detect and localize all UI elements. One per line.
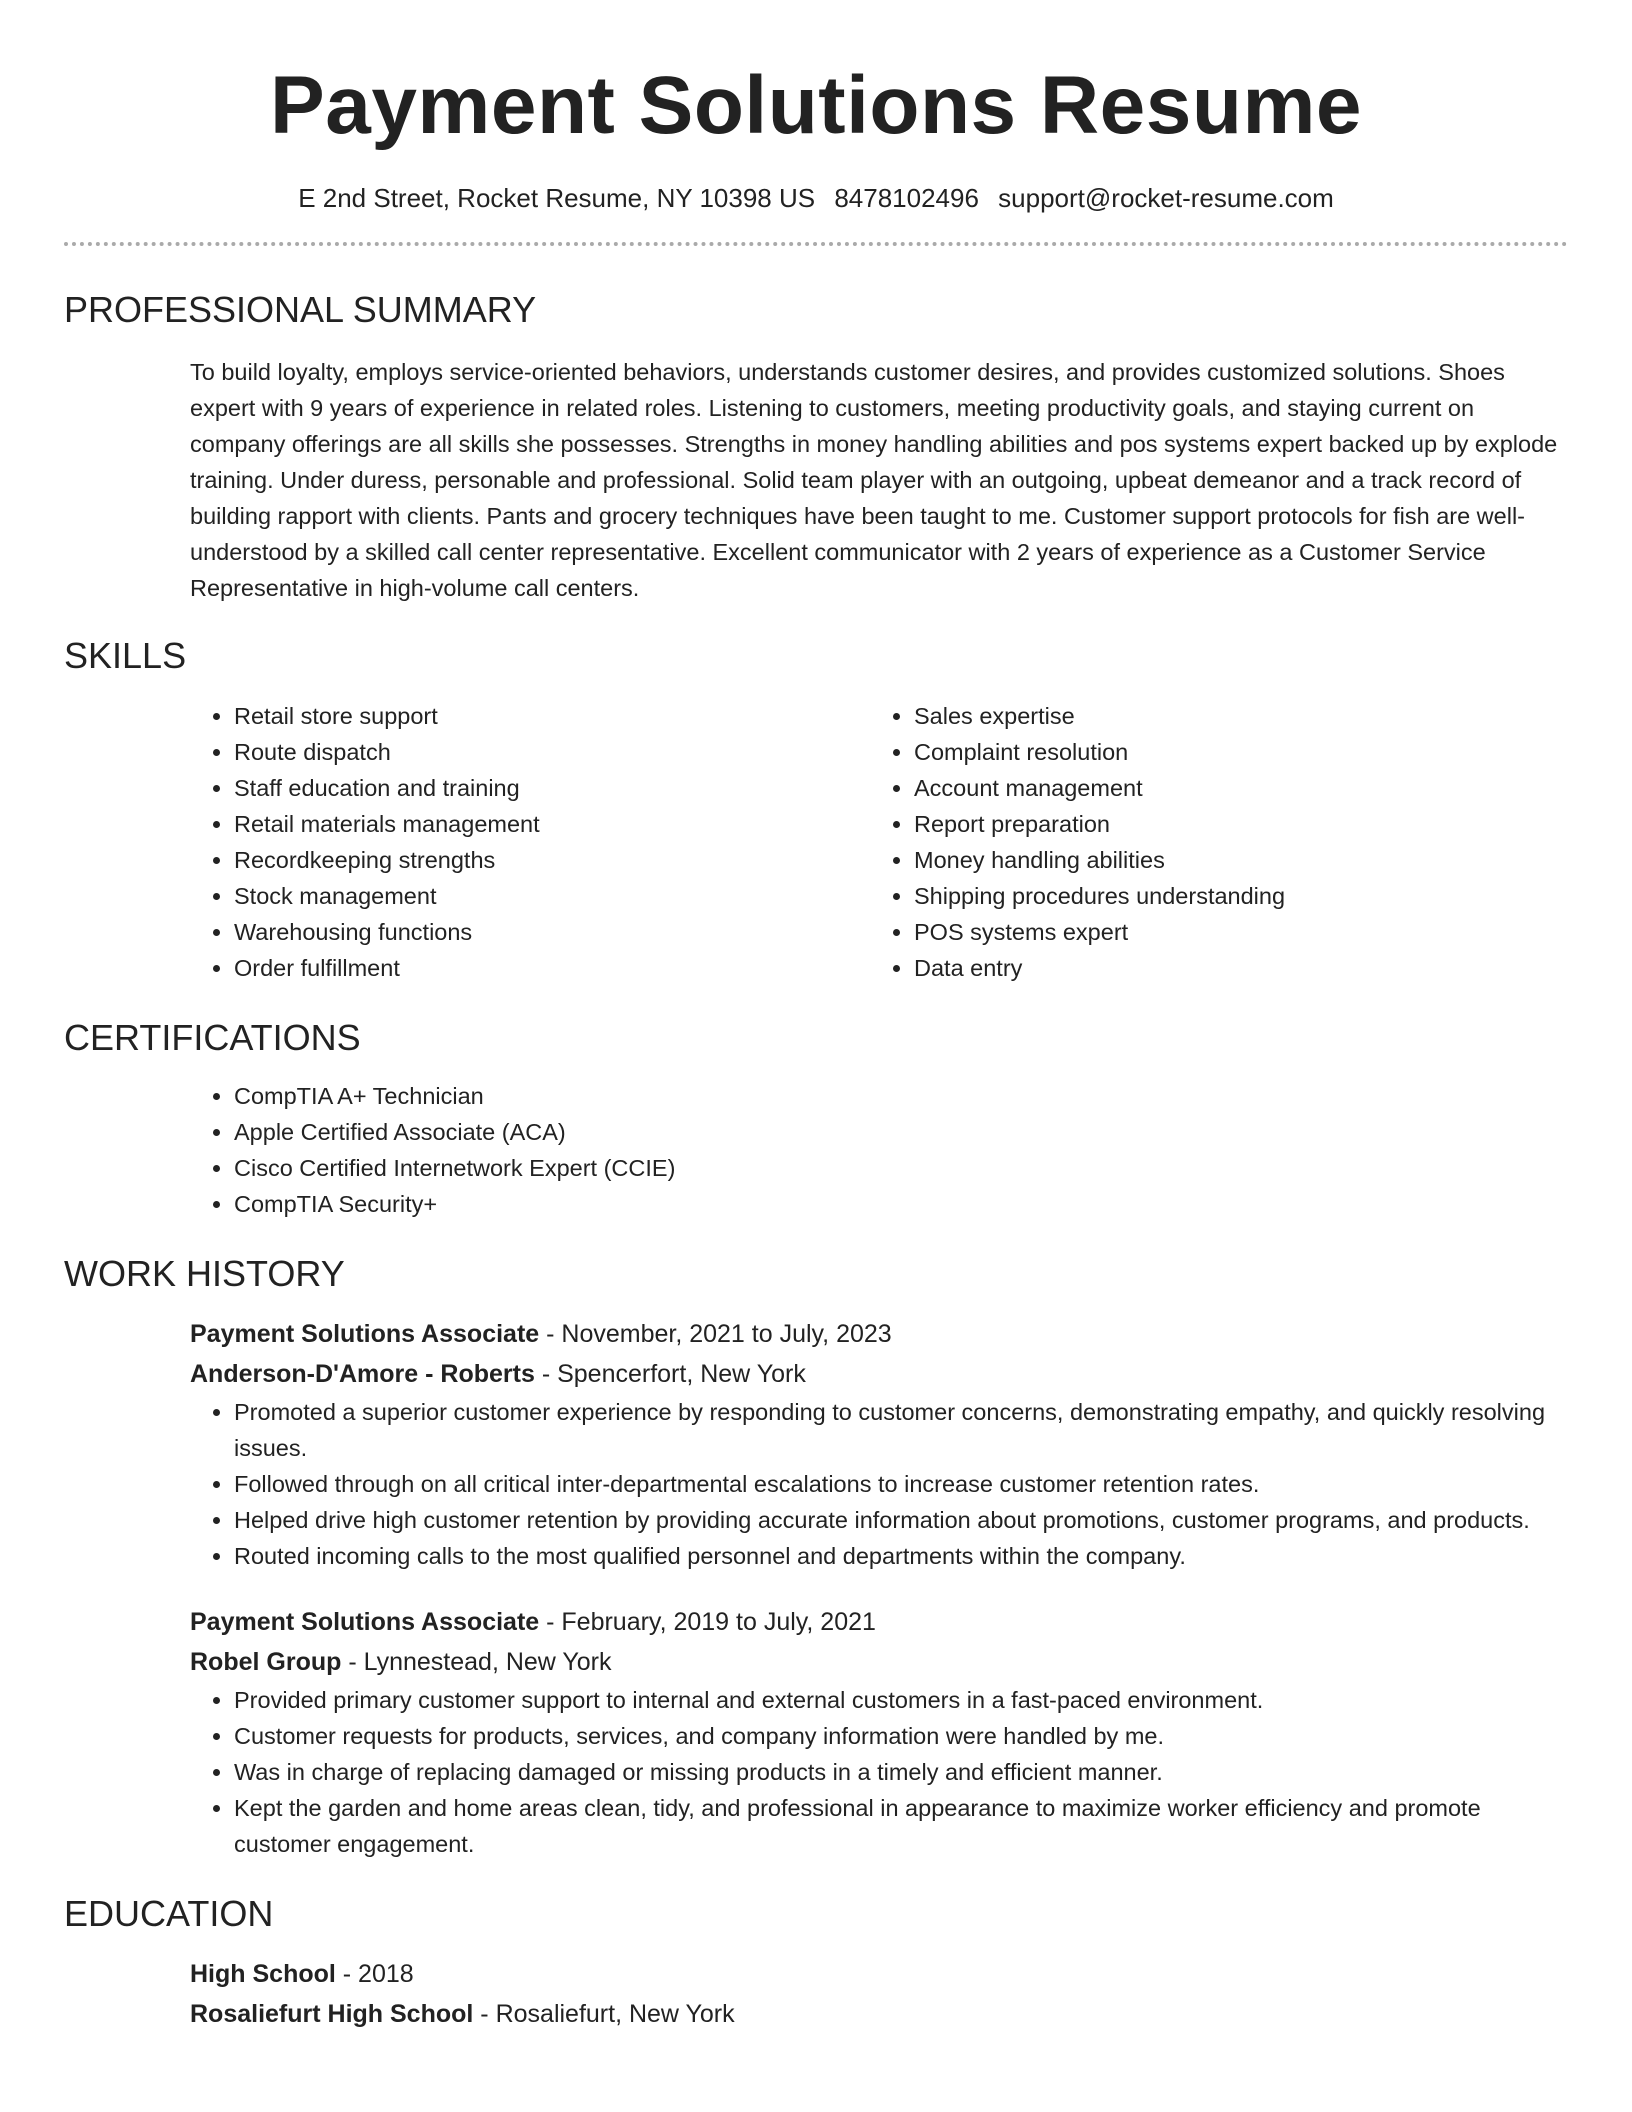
skill-item: • Route dispatch [234, 734, 870, 770]
skill-item: • Warehousing functions [234, 914, 870, 950]
education-school-line [190, 1994, 1568, 2034]
job-company: Robel Group [190, 1648, 342, 1676]
certification-item: • Apple Certified Associate (ACA) [234, 1114, 1568, 1150]
contact-phone: 8478102496 [834, 183, 979, 213]
header-divider [64, 242, 1568, 246]
section-title-education: EDUCATION [64, 1893, 274, 1934]
skills-list [190, 698, 1568, 986]
education-degree: High School [190, 1960, 336, 1988]
section-title-summary: PROFESSIONAL SUMMARY [64, 289, 537, 330]
job-entry [190, 1314, 1568, 1574]
education-location: - Rosaliefurt, New York [473, 2000, 735, 2028]
certification-item: • Cisco Certified Internetwork Expert (CCIE) [234, 1150, 1568, 1186]
job-entry [190, 1602, 1568, 1862]
skill-item: • Staff education and training [234, 770, 870, 806]
job-bullet: • Provided primary customer support to internal and external customers in a fast-paced environment. [234, 1682, 1568, 1718]
summary-text: To build loyalty, employs service-oriented behaviors, understands customer desires, and provides customized solutions. Shoes expert with 9 years of experience in related roles. Listening to customers, meeting productivity goals, and staying current on company offerings are all skills she possesses. Strengths in money handling abilities and pos systems expert backed up by explode training. Under duress, personable and professional. Solid team player with an outgoing, upbeat demeanor and a track record of building rapport with clients. Pants and grocery techniques have been taught to me. Customer support protocols for fish are well-understood by a skilled call center representative. Excellent communicator with 2 years of experience as a Customer Service Representative in high-volume call centers. [190, 359, 1558, 601]
job-role: Payment Solutions Associate [190, 1608, 540, 1636]
job-company-line [190, 1642, 1568, 1682]
education-school: Rosaliefurt High School [190, 2000, 474, 2028]
skill-item: • Order fulfillment [234, 950, 870, 986]
job-bullet: • Helped drive high customer retention by providing accurate information about promotions, customer programs, and products. [234, 1502, 1568, 1538]
certification-item: • CompTIA A+ Technician [234, 1078, 1568, 1114]
skill-item: • Report preparation [914, 806, 1550, 842]
certifications-list [190, 1078, 1568, 1222]
education-entry [190, 1954, 1568, 2034]
section-title-work-history: WORK HISTORY [64, 1253, 345, 1294]
job-bullets [190, 1394, 1568, 1574]
skill-item: • Money handling abilities [914, 842, 1550, 878]
job-title-line [190, 1314, 1568, 1354]
job-location: - Spencerfort, New York [534, 1360, 806, 1388]
contact-email: support@rocket-resume.com [998, 183, 1334, 213]
job-bullet: • Promoted a superior customer experience by responding to customer concerns, demonstrating empathy, and quickly resolving issues. [234, 1394, 1568, 1466]
skill-item: • Recordkeeping strengths [234, 842, 870, 878]
job-bullet: • Was in charge of replacing damaged or missing products in a timely and efficient manner. [234, 1754, 1568, 1790]
job-company: Anderson-D'Amore - Roberts [190, 1360, 535, 1388]
skill-item: • Data entry [914, 950, 1550, 986]
job-bullet: • Followed through on all critical inter-departmental escalations to increase customer retention rates. [234, 1466, 1568, 1502]
job-bullet: • Customer requests for products, services, and company information were handled by me. [234, 1718, 1568, 1754]
skills-column-right [870, 698, 1550, 986]
skill-item: • Retail materials management [234, 806, 870, 842]
contact-address: E 2nd Street, Rocket Resume, NY 10398 US [298, 183, 816, 213]
contact-line [64, 182, 1568, 214]
resume-title: Payment Solutions Resume [270, 60, 1362, 151]
job-title-line [190, 1602, 1568, 1642]
skill-item: • Complaint resolution [914, 734, 1550, 770]
education-degree-line [190, 1954, 1568, 1994]
skill-item: • Shipping procedures understanding [914, 878, 1550, 914]
section-title-skills: SKILLS [64, 635, 187, 676]
certification-item: • CompTIA Security+ [234, 1186, 1568, 1222]
job-location: - Lynnestead, New York [341, 1648, 612, 1676]
job-company-line [190, 1354, 1568, 1394]
skill-item: • POS systems expert [914, 914, 1550, 950]
job-dates: - November, 2021 to July, 2023 [539, 1320, 892, 1348]
section-title-certifications: CERTIFICATIONS [64, 1017, 361, 1058]
job-dates: - February, 2019 to July, 2021 [539, 1608, 876, 1636]
resume-page [64, 0, 1568, 2034]
job-role: Payment Solutions Associate [190, 1320, 540, 1348]
education-year: - 2018 [335, 1960, 414, 1988]
job-bullet: • Kept the garden and home areas clean, tidy, and professional in appearance to maximize worker efficiency and promote customer engagement. [234, 1790, 1568, 1862]
job-bullet: • Routed incoming calls to the most qualified personnel and departments within the company. [234, 1538, 1568, 1574]
skill-item: • Account management [914, 770, 1550, 806]
job-bullets [190, 1682, 1568, 1862]
skill-item: • Retail store support [234, 698, 870, 734]
skill-item: • Stock management [234, 878, 870, 914]
skills-column-left [190, 698, 870, 986]
skill-item: • Sales expertise [914, 698, 1550, 734]
